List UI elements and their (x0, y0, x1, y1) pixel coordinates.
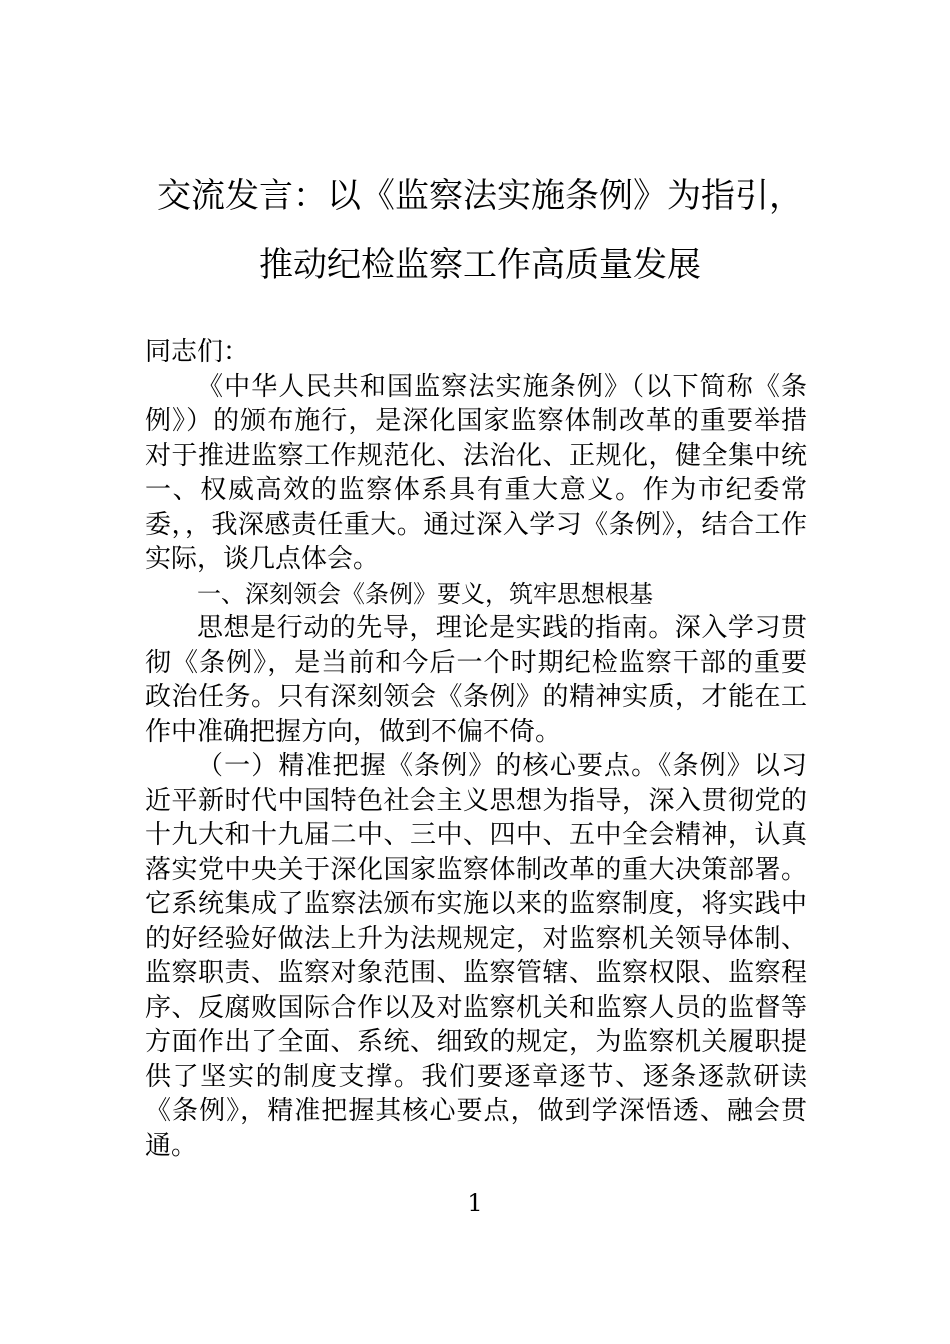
paragraph-intro: 《中华人民共和国监察法实施条例》（以下简称《条例》）的颁布施行，是深化国家监察体制改革的重要举措对于推进监察工作规范化、法治化、正规化，健全集中统一、权威高效的监察体系具有重大意义。作为市纪委常委，，我深感责任重大。通过深入学习《条例》，结合工作实际，谈几点体会。 (145, 371, 807, 574)
page-number: 1 (467, 1189, 483, 1217)
document-title-line-1: 交流发言：以《监察法实施条例》为指引， (157, 176, 803, 216)
document-title-line-2: 推动纪检监察工作高质量发展 (259, 245, 701, 285)
paragraph-subsection-1: （一）精准把握《条例》的核心要点。《条例》以习近平新时代中国特色社会主义思想为指导，深入贯彻党的十九大和十九届二中、三中、四中、五中全会精神，认真落实党中央关于深化国家监察体制改革的重大决策部署。它系统集成了监察法颁布实施以来的监察制度，将实践中的好经验好做法上升为法规规定，对监察机关领导体制、监察职责、监察对象范围、监察管辖、监察权限、监察程序、反腐败国际合作以及对监察机关和监察人员的监督等方面作出了全面、系统、细致的规定，为监察机关履职提供了坚实的制度支撑。我们要逐章逐节、逐条逐款研读《条例》，精准把握其核心要点，做到学深悟透、融会贯通。 (145, 751, 807, 1161)
salutation: 同志们： (145, 337, 250, 367)
paragraph-section-1: 思想是行动的先导，理论是实践的指南。深入学习贯彻《条例》，是当前和今后一个时期纪检监察干部的重要政治任务。只有深刻领会《条例》的精神实质，才能在工作中准确把握方向，做到不偏不倚。 (145, 613, 807, 747)
section-heading-1: 一、深刻领会《条例》要义，筑牢思想根基 (197, 579, 653, 608)
document-body (145, 335, 807, 1163)
